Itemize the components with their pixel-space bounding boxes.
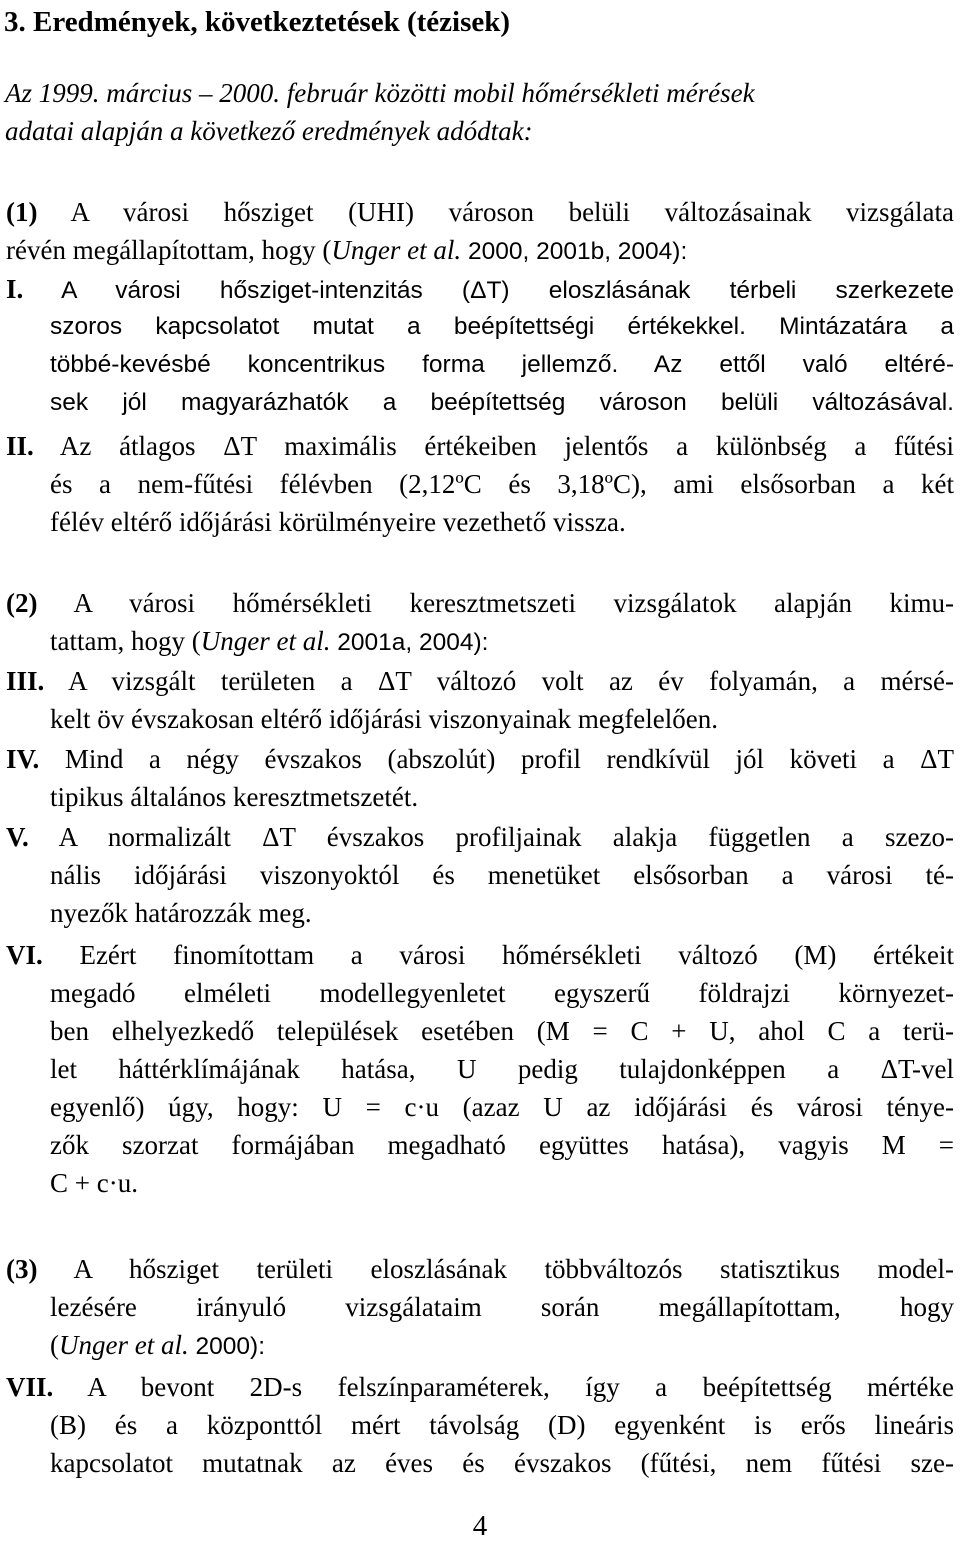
text-line: lezésére irányuló vizsgálataim során megállapítottam, hogy <box>50 1292 954 1322</box>
citation-years: 2000): <box>188 1333 266 1360</box>
group-number: (2) <box>6 588 38 618</box>
text-line: nális időjárási viszonyoktól és menetüket elsősorban a városi té- <box>50 860 954 890</box>
text-line: IV. Mind a négy évszakos (abszolút) profil rendkívül jól követi a ΔT <box>6 744 954 774</box>
thesis-V <box>6 818 954 932</box>
thesis-number: VII. <box>6 1372 54 1402</box>
thesis-number: III. <box>6 666 45 696</box>
thesis-III <box>6 662 954 738</box>
text-line: szoros kapcsolatot mutat a beépítettségi értékekkel. Mintázatára a <box>50 313 954 340</box>
group-number: (3) <box>6 1254 38 1284</box>
thesis-number: IV. <box>6 744 40 774</box>
text-line: (Unger et al. 2000): <box>50 1330 266 1360</box>
citation-author: Unger et al. <box>59 1330 189 1360</box>
text-line: I. A városi hősziget-intenzitás (ΔT) eloszlásának térbeli szerkezete <box>6 274 954 304</box>
citation-years: 2000, 2001b, 2004): <box>461 238 688 265</box>
thesis-II <box>6 427 954 541</box>
text-line: félév eltérő időjárási körülményeire vezethető vissza. <box>50 507 626 537</box>
section-heading: 3. Eredmények, következtetések (tézisek) <box>4 6 511 38</box>
text-line: kelt öv évszakosan eltérő időjárási viszonyainak megfelelően. <box>50 704 719 734</box>
thesis-I <box>6 270 954 422</box>
text-line: (1) A városi hősziget (UHI) városon belüli változásainak vizsgálata <box>6 197 954 227</box>
thesis-number: V. <box>6 822 29 852</box>
text-line: tattam, hogy (Unger et al. 2001a, 2004): <box>50 626 489 656</box>
page-number: 4 <box>472 1510 488 1542</box>
text-line: többé-kevésbé koncentrikus forma jellemző. Az ettől való eltéré- <box>50 351 954 378</box>
text-line: ben elhelyezkedő települések esetében (M = C + U, ahol C a terü- <box>50 1016 954 1046</box>
citation-author: Unger et al. <box>331 235 462 265</box>
thesis-VI <box>6 936 954 1202</box>
text-line: V. A normalizált ΔT évszakos profiljainak alakja független a szezo- <box>6 822 954 852</box>
text-line: (B) és a központtól mért távolság (D) egyenként is erős lineáris <box>50 1410 954 1440</box>
thesis-IV <box>6 740 954 816</box>
text-line: révén megállapítottam, hogy (Unger et al. 2000, 2001b, 2004): <box>6 235 688 265</box>
result-group-2 <box>6 584 954 660</box>
text-line: sek jól magyarázhatók a beépítettség városon belüli változásával. <box>50 389 954 416</box>
text-line: (3) A hősziget területi eloszlásának többváltozós statisztikus model- <box>6 1254 954 1284</box>
text-line: és a nem-fűtési félévben (2,12ºC és 3,18ºC), ami elsősorban a két <box>50 469 954 499</box>
text-line: egyenlő) úgy, hogy: U = c·u (azaz U az időjárási és városi ténye- <box>50 1092 954 1122</box>
group-number: (1) <box>6 197 38 227</box>
intro-paragraph: Az 1999. március – 2000. február közötti mobil hőmérsékleti mérések adatai alapján a következő eredmények adódtak: <box>5 78 755 146</box>
result-group-3 <box>6 1250 954 1364</box>
text-line: C + c·u. <box>50 1168 138 1198</box>
text-line: VII. A bevont 2D-s felszínparaméterek, így a beépítettség mértéke <box>6 1372 954 1402</box>
result-group-1 <box>6 193 954 269</box>
thesis-number: I. <box>6 274 24 304</box>
text-line: zők szorzat formájában megadható együttes hatása), vagyis M = <box>50 1130 954 1160</box>
citation-years: 2001a, 2004): <box>330 629 489 656</box>
text-line: II. Az átlagos ΔT maximális értékeiben jelentős a különbség a fűtési <box>6 431 954 461</box>
text-line: megadó elméleti modellegyenletet egyszerű földrajzi környezet- <box>50 978 954 1008</box>
text-line: nyezők határozzák meg. <box>50 898 312 928</box>
text-line: III. A vizsgált területen a ΔT változó volt az év folyamán, a mérsé- <box>6 666 954 696</box>
text-line: VI. Ezért finomítottam a városi hőmérsékleti változó (M) értékeit <box>6 940 954 970</box>
text-line: tipikus általános keresztmetszetét. <box>50 782 419 812</box>
thesis-number: VI. <box>6 940 43 970</box>
thesis-number: II. <box>6 431 34 461</box>
thesis-VII <box>6 1368 954 1482</box>
text-line: let háttérklímájának hatása, U pedig tulajdonképpen a ΔT-vel <box>50 1054 954 1084</box>
text-line: kapcsolatot mutatnak az éves és évszakos (fűtési, nem fűtési sze- <box>50 1448 954 1478</box>
text-line: (2) A városi hőmérsékleti keresztmetszeti vizsgálatok alapján kimu- <box>6 588 954 618</box>
citation-author: Unger et al. <box>200 626 331 656</box>
